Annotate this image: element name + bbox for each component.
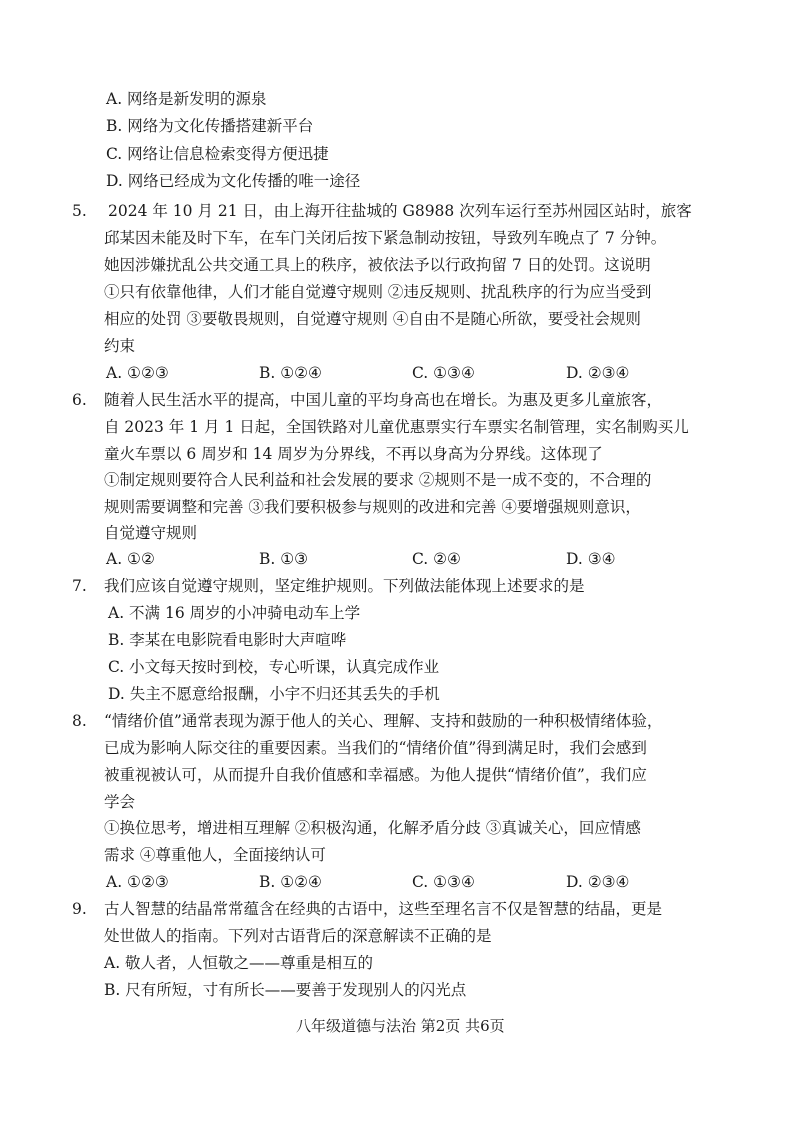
option-b: B. ①②④ (259, 364, 322, 382)
statement-line: 自觉遵守规则 (104, 524, 198, 542)
q5-options (106, 363, 666, 383)
question-number: 7. (72, 577, 87, 595)
statement-line: 规则需要调整和完善 ③我们要积极参与规则的改进和完善 ④要增强规则意识， (104, 498, 641, 516)
option-a: A. 不满 16 周岁的小冲骑电动车上学 (108, 604, 361, 622)
option-c: C. ②④ (412, 550, 461, 568)
option-c: C. ①③④ (412, 364, 475, 382)
statement-line: ①制定规则要符合人民利益和社会发展的要求 ②规则不是一成不变的，不合理的 (104, 471, 652, 489)
option-b: B. ①③ (259, 550, 309, 568)
option-b: B. 李某在电影院看电影时大声喧哗 (108, 631, 347, 649)
question-number: 6. (72, 391, 87, 409)
question-text-line: 被重视被认可，从而提升自我价值感和幸福感。为他人提供“情绪价值”，我们应 (104, 766, 647, 784)
question-text-line: 2024 年 10 月 21 日，由上海开往盐城的 G8988 次列车运行至苏州园区站时，旅客 (108, 202, 692, 220)
question-number: 9. (72, 900, 87, 918)
question-text-line: 我们应该自觉遵守规则，坚定维护规则。下列做法能体现上述要求的是 (104, 577, 585, 595)
q6-options (106, 549, 666, 569)
q4-option-b: B. 网络为文化传播搭建新平台 (106, 117, 314, 135)
option-a: A. ①②③ (106, 873, 169, 891)
question-text-line: 已成为影响人际交往的重要因素。当我们的“情绪价值”得到满足时，我们会感到 (104, 739, 647, 757)
option-a: A. ①② (106, 550, 155, 568)
question-text-line: 学会 (104, 793, 136, 811)
statement-line: 约束 (104, 337, 136, 355)
statement-line: ①只有依靠他律，人们才能自觉遵守规则 ②违反规则、扰乱秩序的行为应当受到 (104, 283, 652, 301)
question-text-line: “情绪价值”通常表现为源于他人的关心、理解、支持和鼓励的一种积极情绪体验， (104, 712, 663, 730)
question-text-line: 自 2023 年 1 月 1 日起，全国铁路对儿童优惠票实行车票实名制管理，实名制购买儿 (104, 418, 689, 436)
statement-line: ①换位思考，增进相互理解 ②积极沟通，化解矛盾分歧 ③真诚关心，回应情感 (104, 819, 641, 837)
option-b: B. 尺有所短，寸有所长——要善于发现别人的闪光点 (104, 981, 467, 999)
option-c: C. 小文每天按时到校，专心听课，认真完成作业 (108, 658, 440, 676)
question-text-line: 随着人民生活水平的提高，中国儿童的平均身高也在增长。为惠及更多儿童旅客， (104, 391, 663, 409)
question-text-line: 她因涉嫌扰乱公共交通工具上的秩序，被依法予以行政拘留 7 日的处罚。这说明 (104, 256, 651, 274)
question-number: 5. (72, 202, 87, 220)
q4-option-c: C. 网络让信息检索变得方便迅捷 (106, 145, 329, 163)
q8-options (106, 872, 666, 892)
option-d: D. ②③④ (566, 873, 630, 891)
question-number: 8. (72, 712, 87, 730)
option-d: D. 失主不愿意给报酬，小宇不归还其丢失的手机 (108, 685, 440, 703)
page-footer: 八年级道德与法治 第2页 共6页 (296, 1017, 505, 1035)
option-a: A. 敬人者，人恒敬之——尊重是相互的 (104, 954, 374, 972)
q4-option-d: D. 网络已经成为文化传播的唯一途径 (106, 172, 361, 190)
question-text-line: 古人智慧的结晶常常蕴含在经典的古语中，这些至理名言不仅是智慧的结晶，更是 (104, 900, 663, 918)
statement-line: 需求 ④尊重他人，全面接纳认可 (104, 846, 326, 864)
question-text-line: 处世做人的指南。下列对古语背后的深意解读不正确的是 (104, 927, 492, 945)
option-a: A. ①②③ (106, 364, 169, 382)
option-c: C. ①③④ (412, 873, 475, 891)
q4-option-a: A. 网络是新发明的源泉 (106, 90, 267, 108)
option-d: D. ②③④ (566, 364, 630, 382)
statement-line: 相应的处罚 ③要敬畏规则，自觉遵守规则 ④自由不是随心所欲，要受社会规则 (104, 310, 641, 328)
question-text-line: 童火车票以 6 周岁和 14 周岁为分界线，不再以身高为分界线。这体现了 (104, 445, 603, 463)
option-b: B. ①②④ (259, 873, 322, 891)
question-text-line: 邱某因未能及时下车，在车门关闭后按下紧急制动按钮，导致列车晚点了 7 分钟。 (104, 229, 667, 247)
option-d: D. ③④ (566, 550, 616, 568)
